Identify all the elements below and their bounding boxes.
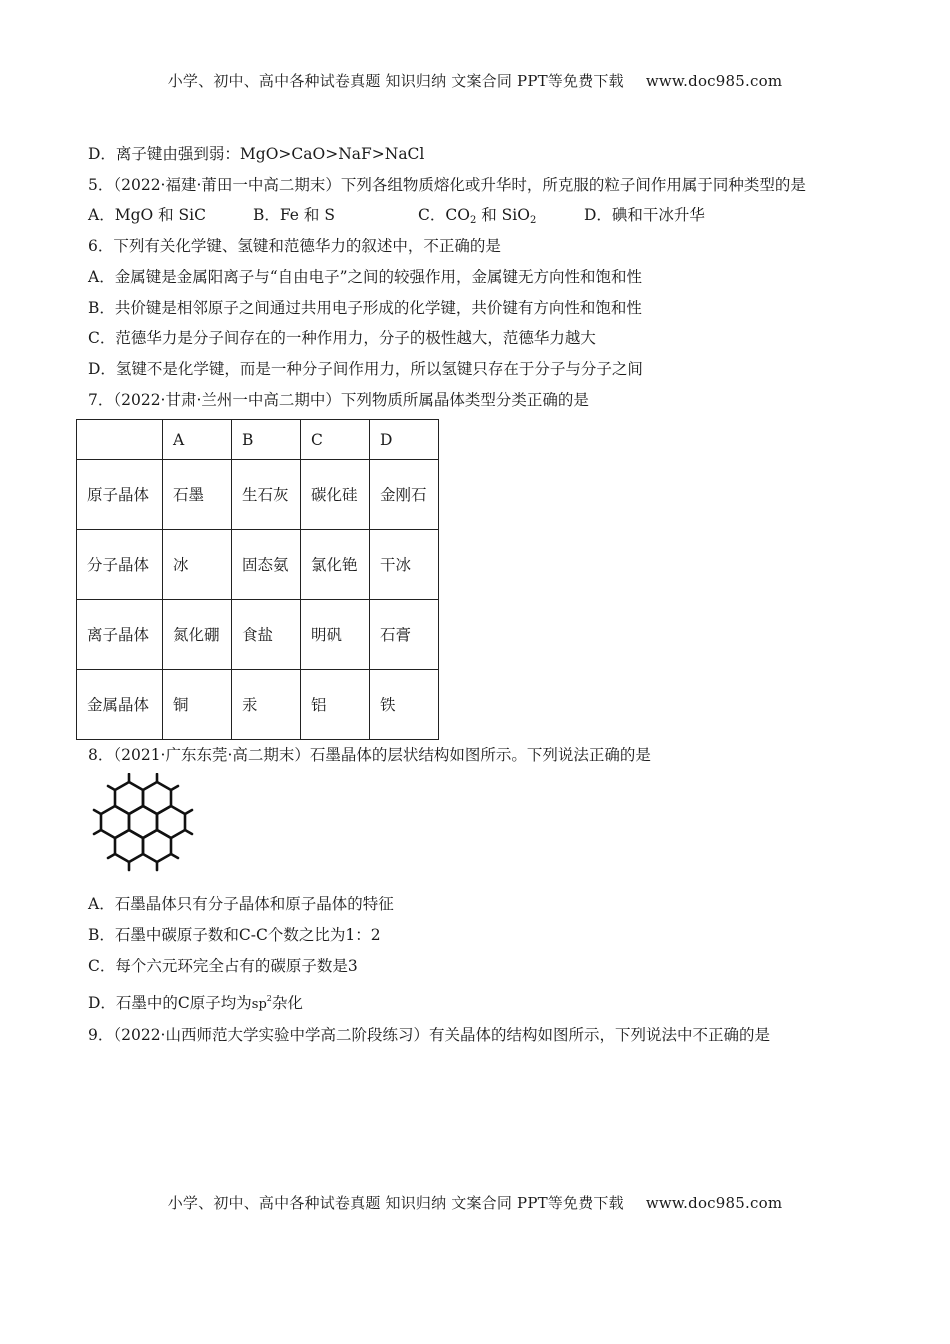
q6-option-a: A．金属键是金属阳离子与“自由电子”之间的较强作用，金属键无方向性和饱和性: [88, 268, 643, 286]
table-cell: 明矾: [301, 600, 370, 670]
table-cell: 石墨: [163, 460, 232, 530]
table-cell: 金刚石: [370, 460, 439, 530]
q8-stem: 8．（2021·广东东莞·高二期末）石墨晶体的层状结构如图所示。下列说法正确的是: [88, 746, 651, 764]
q5-option-d: D．碘和干冰升华: [584, 206, 705, 224]
page-footer: [0, 1192, 950, 1213]
table-cell: 食盐: [232, 600, 301, 670]
table-cell: B: [232, 420, 301, 460]
q8-option-b: B．石墨中碳原子数和C-C个数之比为1：2: [88, 926, 381, 944]
table-cell: D: [370, 420, 439, 460]
table-cell: 生石灰: [232, 460, 301, 530]
table-cell: 石膏: [370, 600, 439, 670]
footer-text: 小学、初中、高中各种试卷真题 知识归纳 文案合同 PPT等免费下载: [167, 1194, 624, 1212]
table-row: [77, 600, 439, 670]
hexagon-ring: [143, 830, 171, 862]
table-row: [77, 530, 439, 600]
table-cell: 氮化硼: [163, 600, 232, 670]
table-cell: 氯化铯: [301, 530, 370, 600]
table-cell: 铝: [301, 670, 370, 740]
q8-option-d: D．石墨中的C原子均为$sp^2$杂化: [88, 994, 303, 1012]
table-cell: 固态氨: [232, 530, 301, 600]
table-row: [77, 460, 439, 530]
q5-option-c: C．$CO_2$ 和 SiO$_2$: [418, 206, 537, 226]
page-header: [0, 70, 950, 91]
table-cell: 离子晶体: [77, 600, 163, 670]
q9-stem: 9．（2022·山西师范大学实验中学高二阶段练习）有关晶体的结构如图所示，下列说法中不正确的是: [88, 1026, 770, 1044]
table-header-row: [77, 420, 439, 460]
q8-option-c: C．每个六元环完全占有的碳原子数是3: [88, 957, 358, 975]
q8-option-a: A．石墨晶体只有分子晶体和原子晶体的特征: [88, 895, 394, 913]
table-cell: 分子晶体: [77, 530, 163, 600]
hexagon-ring: [115, 830, 143, 862]
header-url[interactable]: www.doc985.com: [645, 72, 783, 90]
table-cell: 铁: [370, 670, 439, 740]
table-cell: 汞: [232, 670, 301, 740]
q6-option-b: B．共价键是相邻原子之间通过共用电子形成的化学键，共价键有方向性和饱和性: [88, 299, 642, 317]
table-cell: [77, 420, 163, 460]
table-cell: C: [301, 420, 370, 460]
table-cell: 冰: [163, 530, 232, 600]
table-cell: A: [163, 420, 232, 460]
table-cell: 干冰: [370, 530, 439, 600]
q6-option-d: D．氢键不是化学键，而是一种分子间作用力，所以氢键只存在于分子与分子之间: [88, 360, 643, 378]
table-cell: 碳化硅: [301, 460, 370, 530]
q5-stem: 5．（2022·福建·莆田一中高二期末）下列各组物质熔化或升华时，所克服的粒子间作用属于同种类型的是: [88, 176, 806, 194]
q5-option-b: B．Fe 和 S: [253, 206, 335, 224]
footer-url[interactable]: www.doc985.com: [645, 1194, 783, 1212]
q7-stem: 7．（2022·甘肃·兰州一中高二期中）下列物质所属晶体类型分类正确的是: [88, 391, 589, 409]
table-cell: 铜: [163, 670, 232, 740]
q6-option-c: C．范德华力是分子间存在的一种作用力，分子的极性越大，范德华力越大: [88, 329, 596, 347]
table-row: [77, 670, 439, 740]
q5-option-a: A．MgO 和 SiC: [88, 206, 206, 224]
header-text: 小学、初中、高中各种试卷真题 知识归纳 文案合同 PPT等免费下载: [167, 72, 624, 90]
graphite-layer-diagram: [84, 773, 209, 885]
table-cell: 原子晶体: [77, 460, 163, 530]
q6-stem: 6．下列有关化学键、氢键和范德华力的叙述中，不正确的是: [88, 237, 501, 255]
crystal-type-table: [76, 419, 439, 740]
table-cell: 金属晶体: [77, 670, 163, 740]
q4-option-d: D．离子键由强到弱：MgO>CaO>NaF>NaCl: [88, 145, 425, 163]
